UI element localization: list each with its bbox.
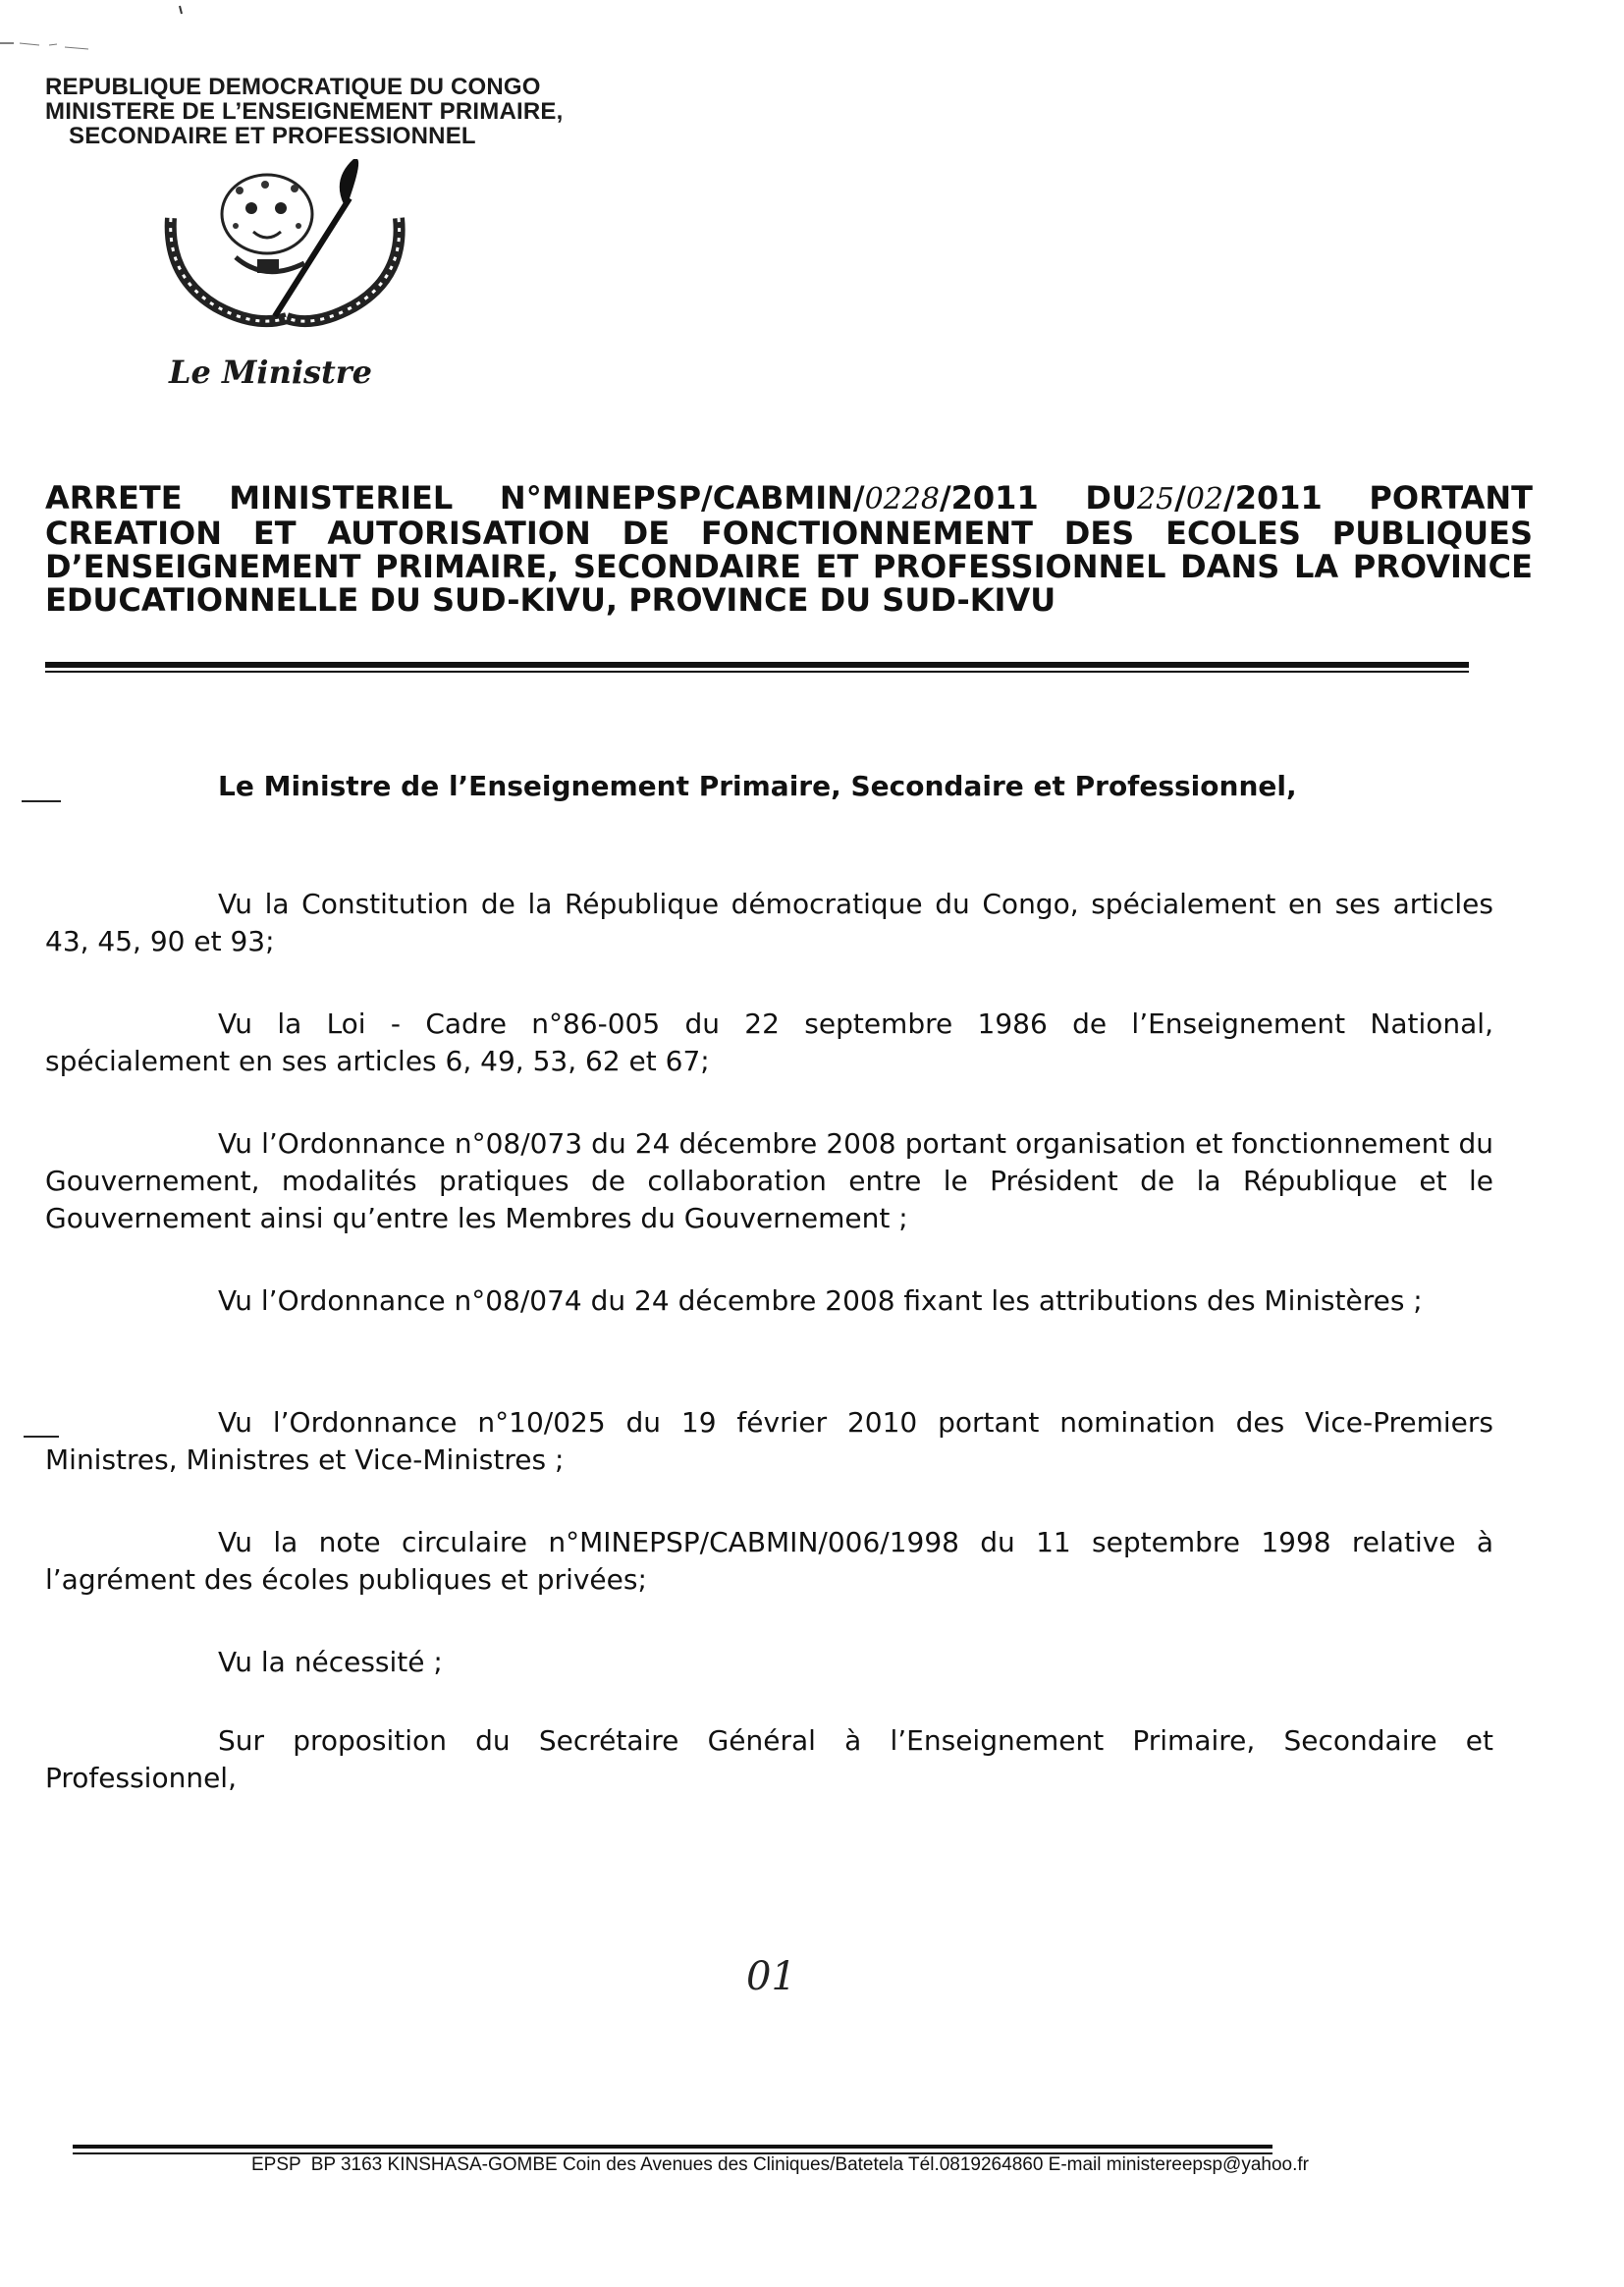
title-line-3: D’ENSEIGNEMENT PRIMAIRE, SECONDAIRE ET PROFESSIONNEL DANS LA PROVINCE: [45, 548, 1533, 585]
handwritten-month: 02: [1185, 482, 1223, 517]
title-line-4: EDUCATIONNELLE DU SUD-KIVU, PROVINCE DU SUD-KIVU: [45, 581, 1056, 619]
title-line-2: CREATION ET AUTORISATION DE FONCTIONNEMENT DES ECOLES PUBLIQUES: [45, 515, 1533, 552]
header-line-1: REPUBLIQUE DEMOCRATIQUE DU CONGO: [45, 74, 541, 100]
handwritten-initials: 01: [746, 1954, 796, 1999]
scan-marks: [0, 0, 196, 59]
minister-heading: Le Ministre de l’Enseignement Primaire, Secondaire et Professionnel,: [218, 770, 1297, 802]
title-underline: [45, 662, 1469, 668]
paragraph-ordonnance-10-025: Vu l’Ordonnance n°10/025 du 19 février 2010 portant nomination des Vice-Premiers Ministres, Ministres et Vice-Ministres ;: [45, 1406, 1493, 1476]
paragraph-note-circulaire: Vu la note circulaire n°MINEPSP/CABMIN/006/1998 du 11 septembre 1998 relative à l’agrément des écoles publiques et privées;: [45, 1526, 1493, 1596]
footer-org: EPSP: [251, 2154, 301, 2175]
paragraph-ordonnance-08-073: Vu l’Ordonnance n°08/073 du 24 décembre 2008 portant organisation et fonctionnement du Gouvernement, modalités pratiques de collaboration entre le Président de la République et le Gouvernement ainsi qu’entre les Membres du Gouvernement ;: [45, 1127, 1493, 1234]
congo-coat-of-arms-icon: [157, 159, 412, 336]
paragraph-loi-cadre: Vu la Loi - Cadre n°86-005 du 22 septembre 1986 de l’Enseignement National, spécialement en ses articles 6, 49, 53, 62 et 67;: [45, 1007, 1493, 1077]
title-underline-thin: [45, 671, 1469, 673]
header-line-2: MINISTERE DE L’ENSEIGNEMENT PRIMAIRE,: [45, 98, 564, 125]
handwritten-number: 0228: [864, 482, 940, 517]
footer-contact: BP 3163 KINSHASA-GOMBE Coin des Avenues des Cliniques/Batetela Tél.0819264860 E-mail ministereepsp@yahoo.fr: [310, 2154, 1309, 2175]
ministry-header: [45, 75, 563, 148]
handwritten-day: 25: [1136, 482, 1175, 517]
footer-address: [251, 2154, 1309, 2176]
decree-title: [45, 481, 1533, 617]
title-line-1: ARRETE MINISTERIEL N°MINEPSP/CABMIN/0228/2011 DU25/02/2011 PORTANT: [45, 479, 1534, 517]
footer-rule: [73, 2145, 1272, 2149]
scan-mark: [22, 800, 61, 802]
paragraph-necessite: Vu la nécessité ;: [218, 1646, 443, 1678]
minister-label: Le Ministre: [169, 354, 373, 391]
paragraph-ordonnance-08-074: Vu l’Ordonnance n°08/074 du 24 décembre 2008 fixant les attributions des Ministères ;: [218, 1284, 1423, 1317]
header-line-3: SECONDAIRE ET PROFESSIONNEL: [69, 123, 476, 149]
paragraph-proposition: Sur proposition du Secrétaire Général à l’Enseignement Primaire, Secondaire et Professionnel,: [45, 1724, 1493, 1794]
paragraph-constitution: Vu la Constitution de la République démocratique du Congo, spécialement en ses articles 43, 45, 90 et 93;: [45, 888, 1493, 957]
